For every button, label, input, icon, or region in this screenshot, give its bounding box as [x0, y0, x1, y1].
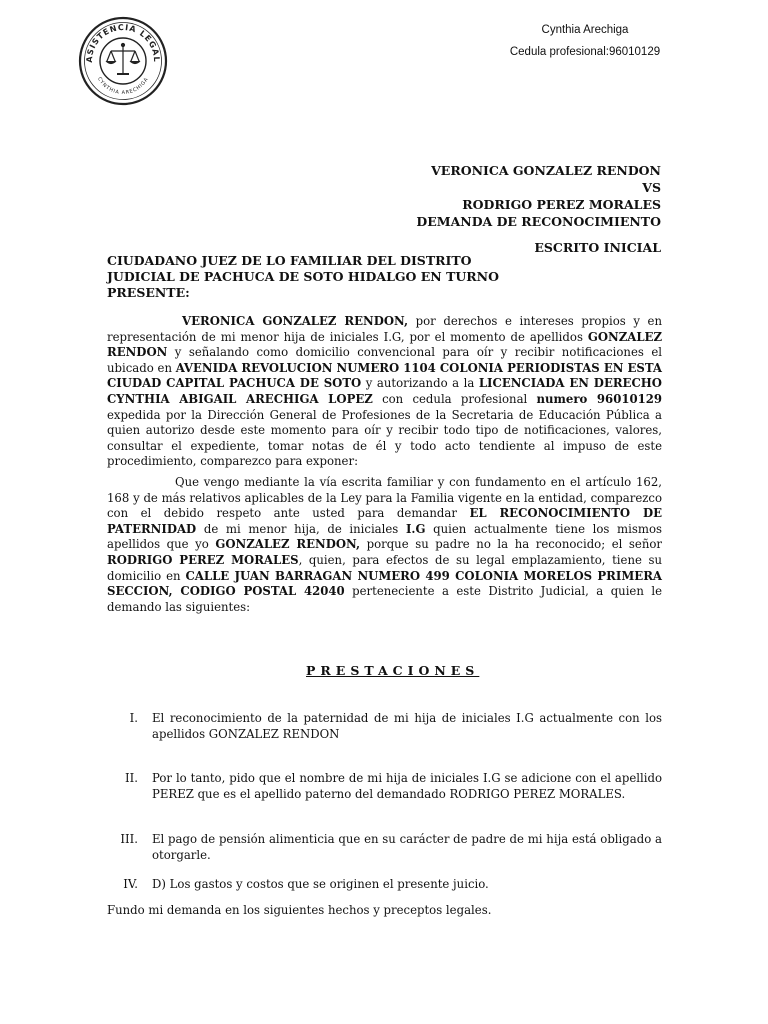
case-caption — [416, 162, 661, 256]
law-office-seal — [78, 16, 168, 106]
closing-sentence: Fundo mi demanda en los siguientes hechos y preceptos legales. — [107, 903, 492, 917]
prestacion-text: D) Los gastos y costos que se originen el presente juicio. — [152, 877, 489, 891]
text-run: con cedula profesional — [372, 391, 537, 406]
svg-text:CYNTHIA ARECHIGA — [96, 76, 150, 96]
caption-vs: VS — [642, 180, 661, 195]
addressee-line-1: CIUDADANO JUEZ DE LO FAMILIAR DEL DISTRITO — [107, 253, 472, 268]
bold-text-run: I.G — [405, 521, 426, 536]
attorney-name: Cynthia Arechiga — [541, 24, 629, 36]
prestacion-number: I. — [129, 711, 138, 725]
text-run: Que vengo mediante la vía escrita familiar y con fundamento en el artículo 162, 168 y de más relativos aplicables de la Ley para la Familia vigente en la entidad, comparezco con el debido respeto ante usted para demandar — [107, 475, 662, 521]
text-run: quien actualmente tiene los mismos apellidos que yo — [107, 521, 662, 552]
text-run: y autorizando a la — [361, 376, 479, 391]
bold-text-run: AVENIDA REVOLUCION NUMERO 1104 COLONIA PERIODISTAS EN ESTA CIUDAD CAPITAL PACHUCA DE SOTO — [107, 360, 662, 391]
bold-text-run: CALLE JUAN BARRAGAN NUMERO 499 COLONIA MORELOS PRIMERA SECCION, CODIGO POSTAL 42040 — [107, 568, 662, 599]
addressee-line-2: JUDICIAL DE PACHUCA DE SOTO HIDALGO EN TURNO — [107, 269, 499, 284]
text-run: de mi menor hija, de iniciales — [196, 521, 406, 536]
caption-filing-type: ESCRITO INICIAL — [534, 240, 661, 255]
prestaciones-heading: PRESTACIONES — [306, 663, 480, 678]
bold-text-run: GONZALEZ RENDON — [107, 329, 662, 360]
caption-claim-type: DEMANDA DE RECONOCIMIENTO — [416, 214, 661, 229]
prestacion-number: II. — [125, 771, 138, 785]
scales-of-justice-icon — [106, 44, 140, 75]
bold-text-run: RODRIGO PEREZ MORALES — [107, 552, 299, 567]
prestacion-number: III. — [120, 832, 138, 846]
professional-license: Cedula profesional:96010129 — [509, 46, 661, 58]
prestacion-number: IV. — [123, 877, 138, 891]
text-run: por derechos e intereses propios y en representación de mi menor hija de iniciales I.G, por el momento de apellidos — [107, 314, 662, 344]
caption-plaintiff: VERONICA GONZALEZ RENDON — [431, 163, 661, 178]
text-run: porque su padre no la ha reconocido; el señor — [360, 537, 663, 552]
court-addressee — [107, 253, 527, 301]
text-run: , quien, para efectos de su legal emplazamiento, tiene su domicilio en — [107, 552, 663, 583]
bold-text-run: LICENCIADA EN DERECHO CYNTHIA ABIGAIL ARECHIGA LOPEZ — [107, 376, 662, 406]
text-run: expedida por la Dirección General de Profesiones de la Secretaria de Educación Pública a quien autorizo desde este momento para oír y recibir todo tipo de notificaciones, valores, consultar el expediente, tomar notas de él y todo acto tendiente al impuso de este procedimiento, comparezco para exponer: — [107, 407, 662, 469]
opening-paragraph — [107, 314, 662, 470]
petition-paragraph — [107, 475, 662, 615]
bold-text-run: GONZALEZ RENDON, — [215, 537, 361, 552]
text-run: perteneciente a este Distrito Judicial, a quien le demando las siguientes: — [107, 584, 662, 614]
prestacion-text: El pago de pensión alimenticia que en su carácter de padre de mi hija está obligado a otorgarle. — [152, 832, 662, 862]
bold-text-run: VERONICA GONZALEZ RENDON, — [182, 314, 409, 328]
prestacion-text: Por lo tanto, pido que el nombre de mi hija de iniciales I.G se adicione con el apellido PEREZ que es el apellido paterno del demandado RODRIGO PEREZ MORALES. — [152, 771, 662, 801]
prestacion-text: El reconocimiento de la paternidad de mi hija de iniciales I.G actualmente con los apellidos GONZALEZ RENDON — [152, 711, 662, 741]
addressee-line-3: PRESENTE: — [107, 285, 190, 300]
bold-text-run: numero 96010129 — [536, 391, 662, 406]
text-run: y señalando como domicilio convencional para oír y recibir notificaciones el ubicado en — [107, 345, 662, 375]
bold-text-run: EL RECONOCIMIENTO DE PATERNIDAD — [107, 506, 663, 536]
caption-defendant: RODRIGO PEREZ MORALES — [462, 197, 661, 212]
seal-top-text: ASISTENCIA LEGAL — [84, 22, 162, 63]
seal-bottom-text: CYNTHIA ARECHIGA — [96, 76, 150, 97]
